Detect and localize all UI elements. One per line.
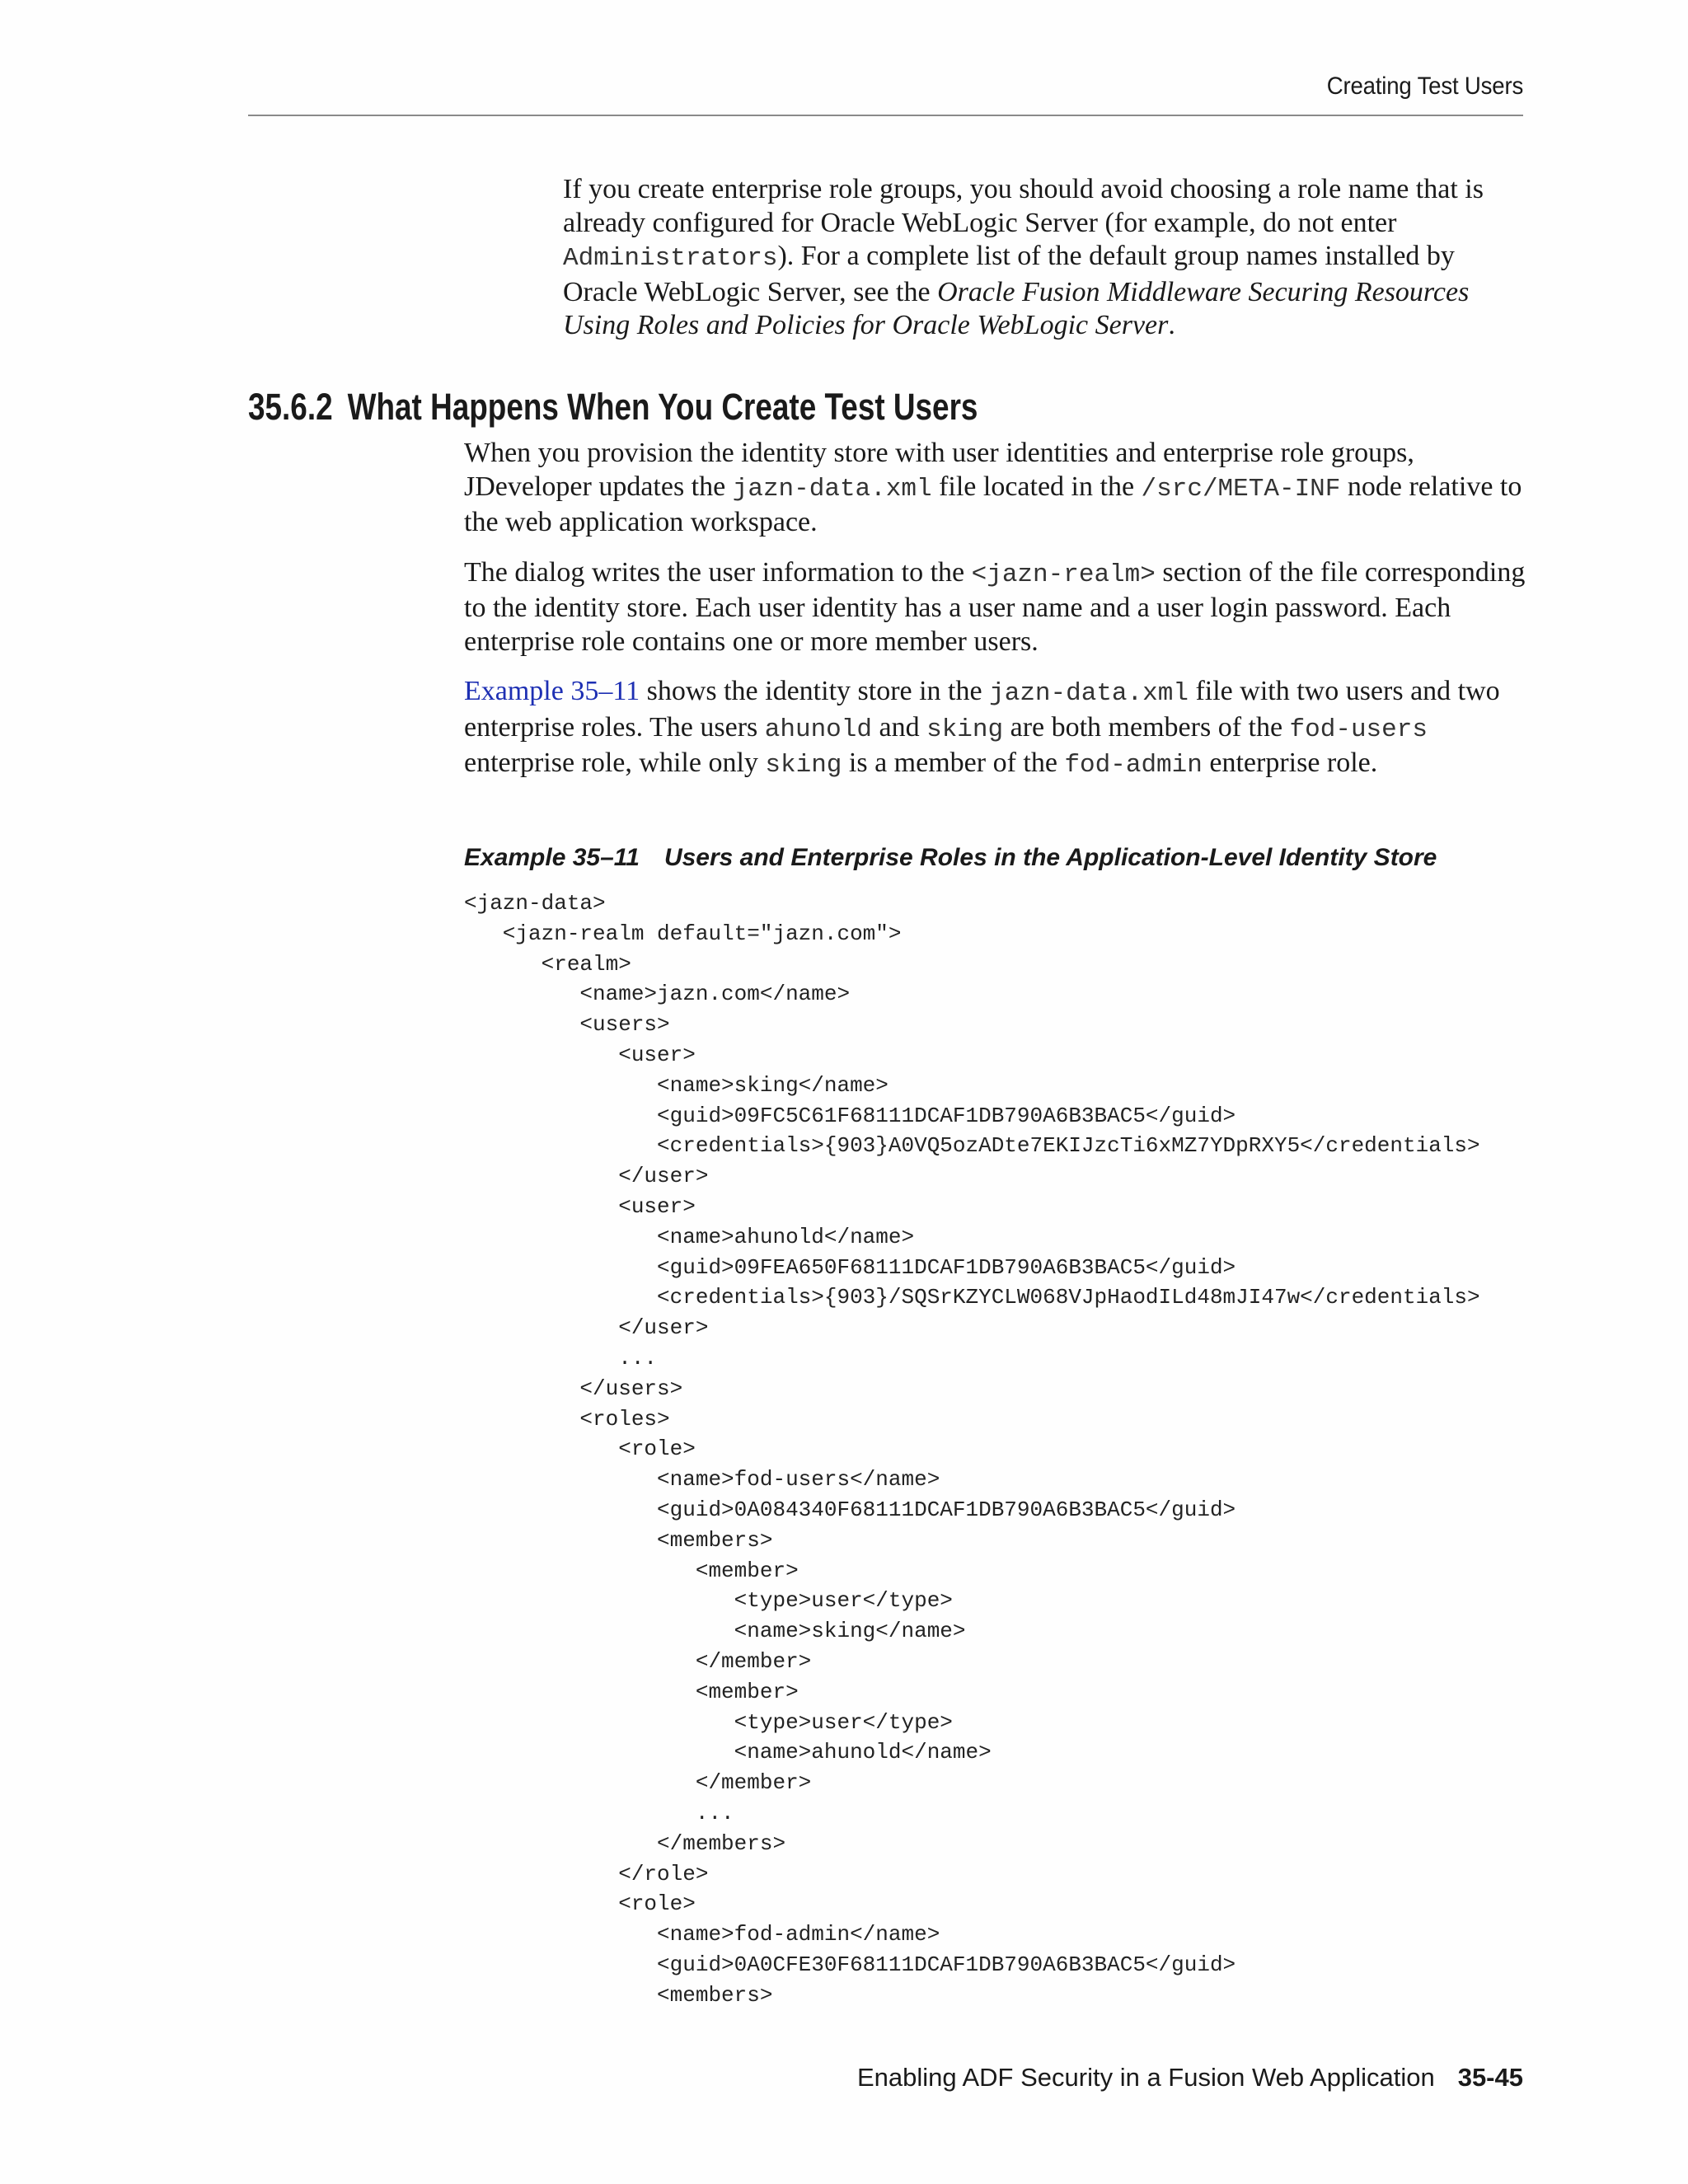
code-line: <guid>0A084340F68111DCAF1DB790A6B3BAC5</guid> — [464, 1497, 1236, 1522]
code-line: </role> — [464, 1861, 709, 1886]
code-line: <type>user</type> — [464, 1588, 953, 1614]
para1-code-jazn-data: jazn-data.xml — [732, 474, 932, 504]
code-line: <name>fod-users</name> — [464, 1467, 940, 1493]
example-title: Users and Enterprise Roles in the Application-Level Identity Store — [663, 844, 1437, 871]
code-line: <roles> — [464, 1406, 670, 1432]
code-line: <member> — [464, 1558, 799, 1583]
para2-text-2: section of the file corresponding to the identity store. Each user identity has a user name and a user login password. Each enterprise role contains one or more member users. — [464, 556, 1526, 657]
code-line: </members> — [464, 1830, 786, 1856]
code-line: <credentials>{903}A0VQ5ozADte7EKIJzcTi6xMZ7YDpRXY5</credentials> — [464, 1133, 1480, 1159]
para2-text-1: The dialog writes the user information to the — [464, 556, 972, 588]
code-line: <credentials>{903}/SQSrKZYCLW068VJpHaodILd48mJI47w</credentials> — [464, 1285, 1480, 1310]
para3-text-2: file with two users and two enterprise roles. The users — [464, 676, 1500, 743]
para3-text-1: shows the identity store in the — [640, 676, 990, 706]
code-line: </member> — [464, 1648, 812, 1674]
para1-text-2: file located in the — [931, 471, 1142, 502]
intro-text-3: . — [1168, 310, 1175, 340]
code-line: <user> — [464, 1193, 696, 1219]
code-line: <type>user</type> — [464, 1709, 953, 1735]
example-label: Example 35–11 — [464, 844, 640, 871]
code-line: <members> — [464, 1527, 773, 1553]
code-line: <guid>09FC5C61F68111DCAF1DB790A6B3BAC5</guid> — [464, 1103, 1236, 1128]
section-number: 35.6.2 — [248, 386, 333, 428]
para3-text-3: and — [872, 711, 927, 743]
para1-text-1: When you provision the identity store with user identities and enterprise role groups, JDeveloper updates the — [464, 438, 1414, 502]
running-header: Creating Test Users — [1326, 73, 1523, 100]
code-line: </member> — [464, 1770, 812, 1796]
code-line: <guid>0A0CFE30F68111DCAF1DB790A6B3BAC5</guid> — [464, 1952, 1236, 1977]
para3-text-7: enterprise role. — [1202, 748, 1378, 778]
paragraph-3 — [464, 675, 1536, 783]
intro-code-administrators: Administrators — [563, 244, 778, 273]
para2-code-jazn-realm: <jazn-realm> — [971, 560, 1156, 589]
example-caption — [464, 844, 1437, 872]
page-number: 35-45 — [1457, 2063, 1523, 2092]
paragraph-1 — [464, 437, 1536, 540]
para3-code-sking: sking — [926, 715, 1004, 744]
code-line: <user> — [464, 1042, 696, 1067]
intro-text-1: If you create enterprise role groups, you should avoid choosing a role name that is already configured for Oracle WebLogic Server (for example, do not enter — [563, 174, 1484, 238]
code-line: <users> — [464, 1012, 670, 1038]
para3-code-ahunold: ahunold — [764, 715, 872, 744]
paragraph-2 — [464, 556, 1536, 659]
intro-paragraph — [563, 173, 1527, 343]
code-line: <name>fod-admin</name> — [464, 1922, 940, 1947]
code-line: <realm> — [464, 951, 631, 977]
header-rule — [248, 115, 1523, 116]
para3-code-fod-admin: fod-admin — [1064, 751, 1203, 780]
code-line: <jazn-data> — [464, 891, 606, 916]
para1-code-meta-inf: /src/META-INF — [1141, 474, 1341, 504]
code-line: <name>ahunold</name> — [464, 1740, 992, 1765]
para3-code-jazn-data: jazn-data.xml — [989, 679, 1189, 708]
para3-text-5: enterprise role, while only — [464, 748, 766, 778]
page-footer — [857, 2063, 1523, 2093]
code-line: </user> — [464, 1164, 709, 1189]
section-body — [464, 437, 1536, 799]
code-line: <role> — [464, 1891, 696, 1917]
code-line: ... — [464, 1800, 734, 1825]
code-line: <name>sking</name> — [464, 1619, 966, 1644]
para3-code-fod-users: fod-users — [1289, 715, 1428, 744]
code-line: </user> — [464, 1315, 709, 1341]
section-heading — [248, 384, 978, 430]
code-line: <name>sking</name> — [464, 1072, 889, 1098]
code-line: <name>ahunold</name> — [464, 1224, 915, 1249]
para3-code-sking-2: sking — [765, 751, 842, 780]
para1-text-3: node relative to the web application workspace. — [464, 471, 1522, 537]
intro-book-title: Oracle Fusion Middleware Securing Resources Using Roles and Policies for Oracle WebLogic Server — [563, 276, 1470, 340]
code-line: <jazn-realm default="jazn.com"> — [464, 921, 902, 946]
intro-text-2: ). For a complete list of the default group names installed by Oracle WebLogic Server, see the — [563, 241, 1455, 307]
section-title: What Happens When You Create Test Users — [347, 386, 978, 428]
code-example — [464, 888, 1480, 2010]
code-line: </users> — [464, 1376, 683, 1401]
code-line: <name>jazn.com</name> — [464, 982, 851, 1007]
code-line: <role> — [464, 1436, 696, 1462]
code-line: <members> — [464, 1982, 773, 2008]
code-line: <guid>09FEA650F68111DCAF1DB790A6B3BAC5</guid> — [464, 1254, 1236, 1280]
code-line: ... — [464, 1345, 658, 1371]
para3-text-4: are both members of the — [1003, 711, 1290, 743]
code-line: <member> — [464, 1679, 799, 1704]
para3-text-6: is a member of the — [842, 748, 1065, 778]
example-cross-reference-link[interactable]: Example 35–11 — [464, 676, 640, 706]
footer-chapter-title: Enabling ADF Security in a Fusion Web Application — [856, 2063, 1435, 2092]
